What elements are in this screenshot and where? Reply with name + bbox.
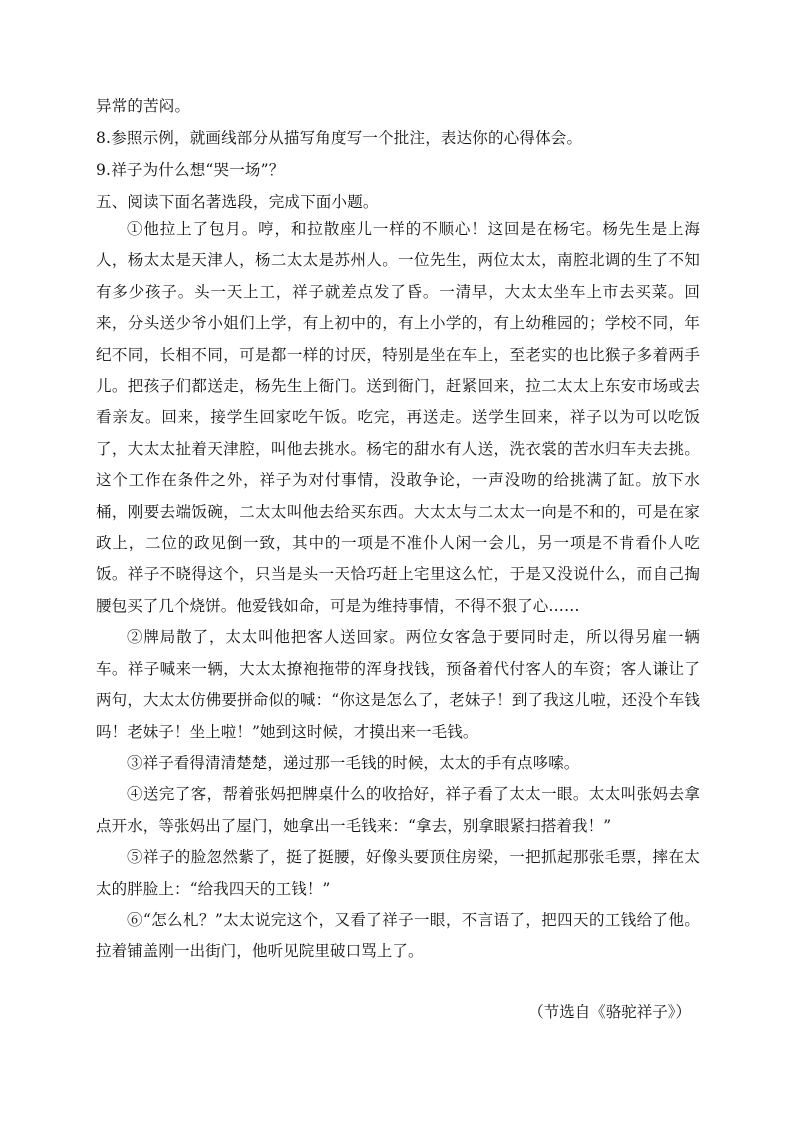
passage-paragraph-2: ②牌局散了，太太叫他把客人送回家。两位女客急于要同时走，所以得另雇一辆车。祥子喊来一辆，大太太撩袍拖带的浑身找钱，预备着代付客人的车资；客人谦让了两句，大太太仿佛要拼命似的喊：“你这是怎么了，老妹子！到了我这儿啦，还没个车钱吗！老妹子！坐上啦！”她到这时候，才摸出来一毛钱。 — [96, 628, 700, 741]
passage — [96, 214, 700, 968]
passage-paragraph-6: ⑥“怎么札？”太太说完这个，又看了祥子一眼，不言语了，把四天的工钱给了他。拉着铺盖刚一出街门，他听见院里破口骂上了。 — [96, 910, 700, 961]
question-9: 9.祥子为什么想“哭一场”？ — [96, 161, 285, 179]
source-citation: （节选自《骆驼祥子》） — [528, 1003, 691, 1021]
question-7-tail: 异常的苦闷。 — [96, 97, 191, 115]
passage-paragraph-3: ③祥子看得清清楚楚，递过那一毛钱的时候，太太的手有点哆嗦。 — [127, 753, 580, 772]
section-heading: 五、阅读下面名著选段，完成下面小题。 — [96, 193, 379, 211]
passage-paragraph-4: ④送完了客，帮着张妈把牌桌什么的收拾好，祥子看了太太一眼。太太叫张妈去拿点开水，等张妈出了屋门，她拿出一毛钱来：“拿去，别拿眼紧扫搭着我！” — [96, 785, 700, 835]
question-8: 8.参照示例，就画线部分从描写角度写一个批注，表达你的心得体会。 — [96, 129, 583, 147]
passage-paragraph-1: ①他拉上了包月。哼，和拉散座儿一样的不顺心！这回是在杨宅。杨先生是上海人，杨太太是天津人，杨二太太是苏州人。一位先生，两位太太，南腔北调的生了不知有多少孩子。头一天上工，祥子就差点发了昏。一清早，大太太坐车上市去买菜。回来，分头送少爷小姐们上学，有上初中的，有上小学的，有上幼稚园的；学校不同，年纪不同，长相不同，可是都一样的讨厌，特别是坐在车上，至老实的也比猴子多着两手儿。把孩子们都送走，杨先生上衙门。送到衙门，赶紧回来，拉二太太上东安市场或去看亲友。回来，接学生回家吃午饭。吃完，再送走。送学生回来，祥子以为可以吃饭了，大太太扯着天津腔，叫他去挑水。杨宅的甜水有人送，洗衣裳的苦水归车夫去挑。这个工作在条件之外，祥子为对付事情，没敢争论，一声没吻的给挑满了缸。放下水桶，刚要去端饭碗，二太太叫他去给买东西。大太太与二太太一向是不和的，可是在家政上，二位的政见倒一致，其中的一项是不准仆人闲一会儿，另一项是不肯看仆人吃饭。祥子不晓得这个，只当是头一天恰巧赶上宅里这么忙，于是又没说什么，而自己掏腰包买了几个烧饼。他爱钱如命，可是为维持事情，不得不狠了心…… — [96, 220, 700, 615]
passage-paragraph-5: ⑤祥子的脸忽然紫了，挺了挺腰，好像头要顶住房梁，一把抓起那张毛票，摔在太太的胖脸上：“给我四天的工钱！” — [96, 848, 700, 898]
